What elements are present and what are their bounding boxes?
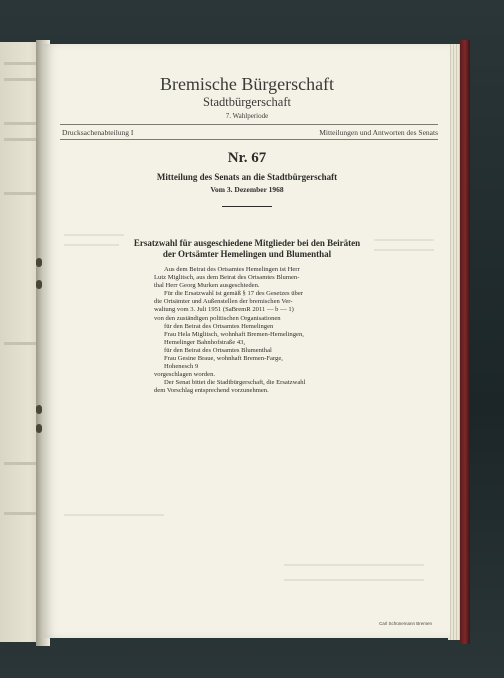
header-right: Mitteilungen und Antworten des Senats	[319, 128, 438, 137]
body-line: Frau Gesine Braue, wohnhaft Bremen-Farge,	[164, 355, 283, 363]
body-line: die Ortsämter und Außenstellen der bremischen Ver-	[154, 298, 293, 306]
body-line: für den Beirat des Ortsamtes Hemelingen	[164, 322, 274, 330]
subject-line-1: Ersatzwahl für ausgeschiedene Mitglieder bei den Beiräten	[133, 238, 361, 248]
body-line: für den Beirat des Ortsamtes Blumenthal	[164, 346, 272, 354]
masthead-subtitle: Stadtbürgerschaft	[203, 95, 291, 109]
body-line: waltung vom 3. Juli 1951 (SaBremR 2011 — b — 1)	[154, 306, 294, 314]
body-line: Der Senat bittet die Stadtbürgerschaft, die Ersatzwahl	[164, 379, 306, 387]
body-line: von den zuständigen politischen Organisationen	[154, 314, 281, 322]
separator-rule	[222, 206, 272, 207]
binder-hole	[36, 405, 42, 414]
book-cover-edge	[460, 40, 470, 644]
binder-hole	[36, 280, 42, 289]
body-line: Hemelinger Bahnhofstraße 43,	[164, 338, 246, 346]
body-line: Für die Ersatzwahl ist gemäß § 17 des Gesetzes über	[164, 290, 303, 298]
binder-hole	[36, 424, 42, 433]
subject-line-2: der Ortsämter Hemelingen und Blumenthal	[162, 249, 332, 259]
body-line: Lutz Miglitsch, aus dem Beirat des Ortsamtes Blumen-	[154, 274, 300, 282]
body-line: dem Vorschlag entsprechend vorzunehmen.	[154, 387, 269, 395]
binder-hole	[36, 258, 42, 267]
show-through	[284, 564, 424, 566]
body-text	[154, 266, 374, 396]
document-number: Nr. 67	[227, 150, 267, 166]
body-line: Frau Hela Miglitsch, wohnhaft Bremen-Hemelingen,	[164, 330, 304, 338]
document-page	[44, 44, 450, 638]
body-line: vorgeschlagen worden.	[154, 371, 216, 379]
masthead-title: Bremische Bürgerschaft	[159, 74, 335, 94]
masthead-period: 7. Wahlperiode	[225, 112, 269, 120]
header-rule-bottom	[60, 139, 438, 140]
body-line: thal Herr Georg Murken ausgeschieden.	[154, 282, 260, 290]
show-through	[64, 514, 164, 516]
document-date: Vom 3. Dezember 1968	[210, 185, 284, 194]
document-heading: Mitteilung des Senats an die Stadtbürgerschaft	[156, 172, 338, 182]
show-through	[284, 579, 424, 581]
body-line: Hohenesch 9	[164, 363, 199, 371]
show-through	[64, 234, 124, 236]
printer-imprint: Carl Schünemann Bremen	[378, 621, 432, 626]
header-left: Drucksachenabteilung I	[62, 128, 134, 137]
body-line: Aus dem Beirat des Ortsamtes Hemelingen ist Herr	[164, 266, 300, 273]
header-rule-top	[60, 124, 438, 125]
